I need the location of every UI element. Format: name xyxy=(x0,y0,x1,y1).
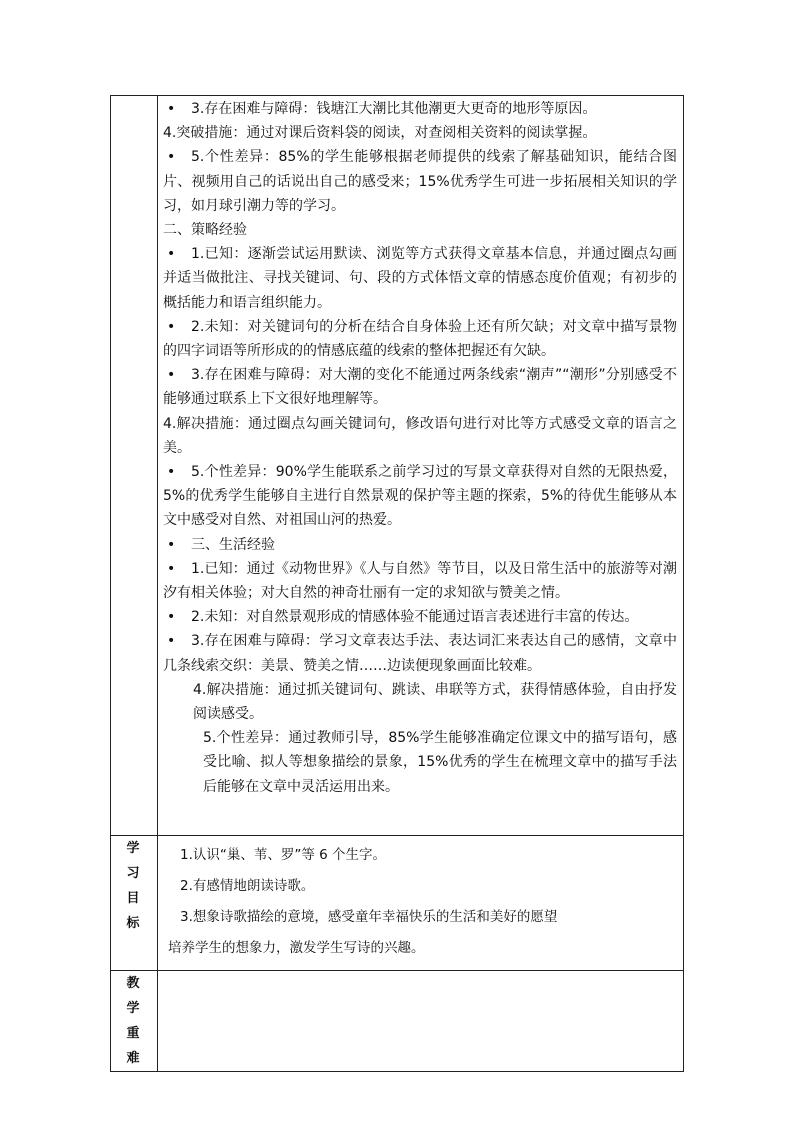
key-difficulty-row xyxy=(111,971,684,1072)
bullet-paragraph: • 1.已知：逐渐尝试运用默读、浏览等方式获得文章基本信息，并通过圈点勾画并适当做批注、寻找关键词、句、段的方式体悟文章的情感态度价值观；有初步的概括能力和语言组织能力。 xyxy=(163,242,677,315)
bullet-paragraph: • 2.未知：对自然景观形成的情感体验不能通过语言表述进行丰富的传达。 xyxy=(163,605,677,629)
paragraph: 4.解决措施：通过圈点勾画关键词句，修改语句进行对比等方式感受文章的语言之美。 xyxy=(163,415,677,456)
lesson-plan-table xyxy=(110,95,684,1072)
goal-item: 2.有感情地朗读诗歌。 xyxy=(180,878,315,894)
goal-item: 3.想象诗歌描绘的意境，感受童年幸福快乐的生活和美好的愿望 xyxy=(180,909,558,925)
key-difficulty-label: 教学重难 xyxy=(111,971,158,1072)
bullet-paragraph: • 3.存在困难与障碍：对大潮的变化不能通过两条线索“潮声”“潮形”分别感受不能够通过联系上下文很好地理解等。 xyxy=(163,363,677,411)
goal-item: 1.认识“巢、苇、罗”等 6 个生字。 xyxy=(180,847,387,863)
bullet-paragraph: • 5.个性差异：85%的学生能够根据老师提供的线索了解基础知识，能结合图片、视频用自己的话说出自己的感受来；15%优秀学生可进一步拓展相关知识的学习，如月球引潮力等的学习。 xyxy=(163,145,677,218)
learning-goals-label: 学习目标 xyxy=(111,836,158,971)
learning-goals-row xyxy=(111,836,684,971)
analysis-row xyxy=(111,96,684,836)
learning-goals-content xyxy=(158,836,684,971)
analysis-content-cell xyxy=(158,96,684,836)
paragraph: 二、策略经验 xyxy=(163,222,247,239)
key-difficulty-content xyxy=(158,971,684,1072)
analysis-label-cell xyxy=(111,96,158,836)
goal-item: 培养学生的想象力，激发学生写诗的兴趣。 xyxy=(168,940,425,956)
paragraph: 4.解决措施：通过抓关键词句、跳读、串联等方式，获得情感体验，自由抒发阅读感受。 xyxy=(193,681,677,723)
bullet-paragraph: • 1.已知：通过《动物世界》《人与自然》等节目，以及日常生活中的旅游等对潮汐有相关体验；对大自然的神奇壮丽有一定的求知欲与赞美之情。 xyxy=(163,557,677,605)
bullet-paragraph: • 三、生活经验 xyxy=(163,533,677,557)
bullet-paragraph: • 5.个性差异：90%学生能联系之前学习过的写景文章获得对自然的无限热爱，5%的优秀学生能够自主进行自然景观的保护等主题的探索，5%的待优生能够从本文中感受对自然、对祖国山河的热爱。 xyxy=(163,460,677,533)
analysis-paragraphs xyxy=(158,96,683,804)
bullet-paragraph: • 3.存在困难与障碍：钱塘江大潮比其他潮更大更奇的地形等原因。 xyxy=(163,97,677,121)
bullet-paragraph: • 2.未知：对关键词句的分析在结合自身体验上还有所欠缺；对文章中描写景物的四字词语等所形成的的情感底蕴的线索的整体把握还有欠缺。 xyxy=(163,315,677,363)
bullet-paragraph: • 3.存在困难与障碍：学习文章表达手法、表达词汇来表达自己的感情，文章中几条线索交织：美景、赞美之情……边读便现象画面比较难。 xyxy=(163,629,677,677)
paragraph: 4.突破措施：通过对课后资料袋的阅读，对查阅相关资料的阅读掌握。 xyxy=(163,125,597,142)
paragraph: 5.个性差异：通过教师引导，85%学生能够准确定位课文中的描写语句，感受比喻、拟人等想象描绘的景象，15%优秀的学生在梳理文章中的描写手法后能够在文章中灵活运用出来。 xyxy=(203,730,677,795)
